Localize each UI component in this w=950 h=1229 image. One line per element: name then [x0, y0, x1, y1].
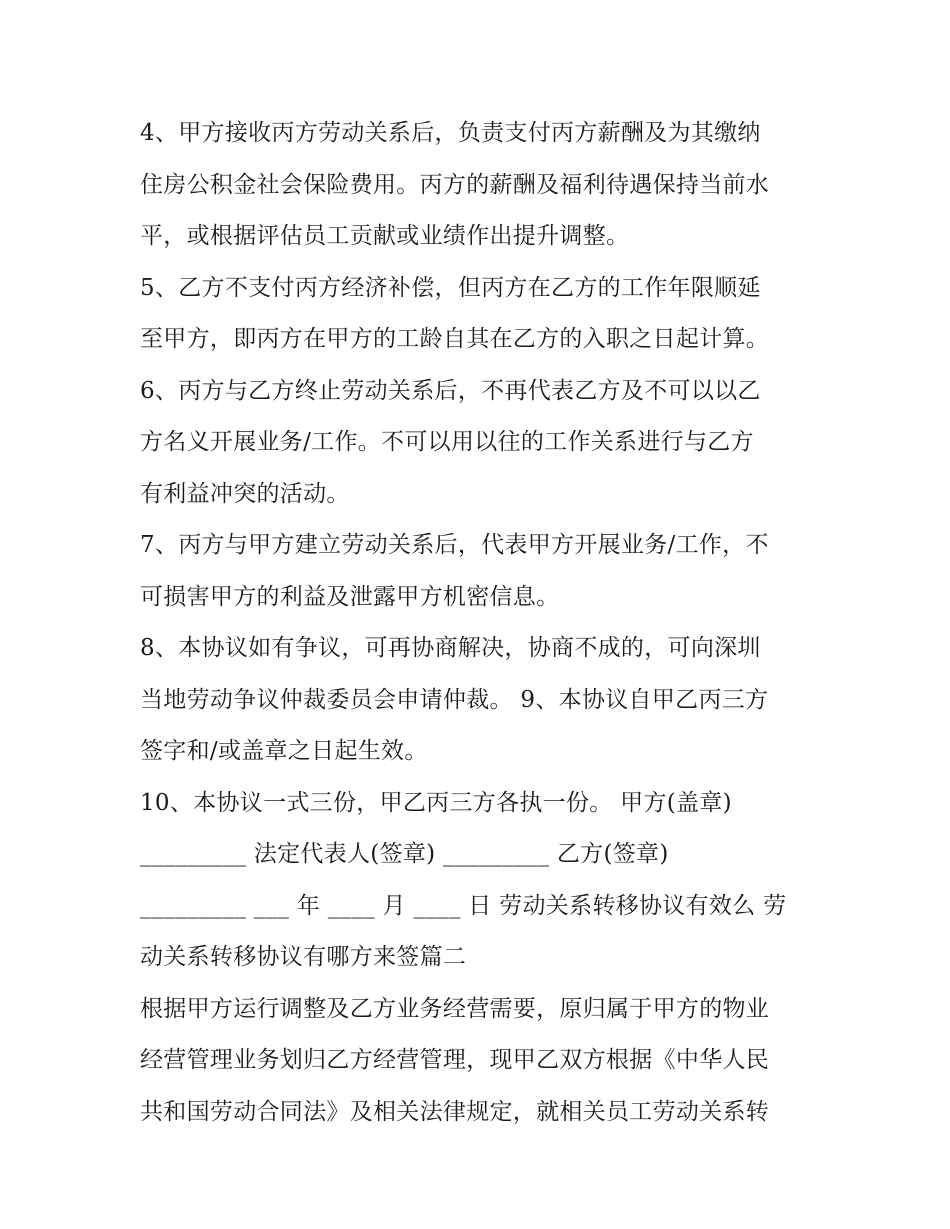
- text-line: 方名义开展业务/工作。不可以用以往的工作关系进行与乙方: [140, 429, 754, 455]
- text-line: 6、丙方与乙方终止劳动关系后，不再代表乙方及不可以以乙: [140, 377, 761, 404]
- text-line: _________ 法定代表人(签章) _________ 乙方(签章): [140, 841, 669, 867]
- text-line: 经营管理业务划归乙方经营管理，现甲乙双方根据《中华人民: [140, 1047, 770, 1073]
- document-body: [140, 108, 820, 1138]
- text-line: 根据甲方运行调整及乙方业务经营需要，原归属于甲方的物业: [140, 995, 770, 1022]
- text-line: 8、本协议如有争议，可再协商解决，协商不成的，可向深圳: [140, 635, 761, 661]
- text-line: 住房公积金社会保险费用。丙方的薪酬及福利待遇保持当前水: [140, 171, 770, 198]
- text-line: 4、甲方接收丙方劳动关系后，负责支付丙方薪酬及为其缴纳: [140, 120, 761, 146]
- text-line: 有利益冲突的活动。: [140, 480, 350, 507]
- text-line: 平，或根据评估员工贡献或业绩作出提升调整。: [140, 223, 630, 249]
- text-line: 5、乙方不支付丙方经济补偿，但丙方在乙方的工作年限顺延: [140, 274, 761, 301]
- text-line: _________ ___ 年 ____ 月 ____ 日 劳动关系转移协议有效么 劳: [140, 892, 787, 919]
- text-line: 可损害甲方的利益及泄露甲方机密信息。: [140, 583, 560, 610]
- text-line: 当地劳动争议仲裁委员会申请仲裁。 9、本协议自甲乙丙三方: [140, 686, 769, 713]
- text-line: 10、本协议一式三份，甲乙丙三方各执一份。 甲方(盖章): [140, 789, 732, 816]
- text-line: 至甲方，即丙方在甲方的工龄自其在乙方的入职之日起计算。: [140, 326, 770, 352]
- text-line: 签字和/或盖章之日起生效。: [140, 738, 428, 764]
- text-line: 动关系转移协议有哪方来签篇二: [140, 944, 467, 970]
- text-line: 共和国劳动合同法》及相关法律规定，就相关员工劳动关系转: [140, 1098, 770, 1125]
- text-line: 7、丙方与甲方建立劳动关系后，代表甲方开展业务/工作，不: [140, 532, 769, 558]
